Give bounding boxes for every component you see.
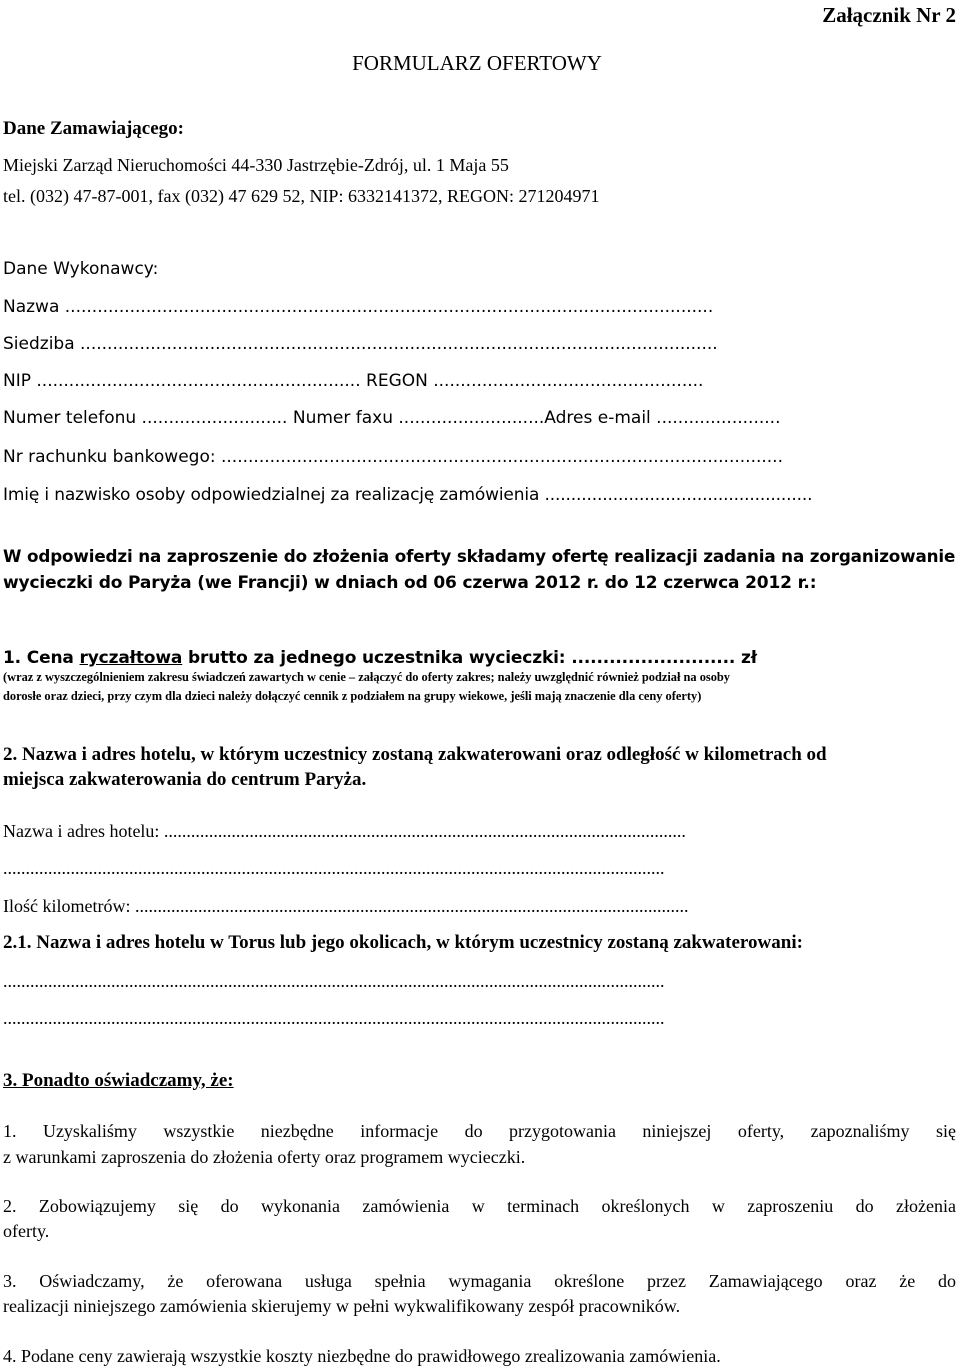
statement-2-line-2: oferty. (3, 1221, 50, 1241)
statement-3-line-1: 3. Oświadczamy, że oferowana usługa spełnia wymagania określone przez Zamawiającego oraz że do (3, 1271, 956, 1291)
section1-price-line (3, 647, 757, 669)
contractor-heading: Dane Wykonawcy: (3, 259, 159, 279)
client-address: Miejski Zarząd Nieruchomości 44-330 Jastrzębie-Zdrój, ul. 1 Maja 55 (3, 155, 509, 175)
contractor-seat-field[interactable]: Siedziba ...................................................................................................................... (3, 334, 718, 354)
hotel-field-continued[interactable]: ................................................................................................................................................... (3, 858, 665, 878)
statement-4-line-1: 4. Podane ceny zawierają wszystkie koszty niezbędne do prawidłowego zrealizowania zamówienia. (3, 1346, 721, 1366)
intro-line-2: wycieczki do Paryża (we Francji) w dniach od 06 czerwa 2012 r. do 12 czerwca 2012 r.: (3, 573, 817, 593)
client-contact: tel. (032) 47-87-001, fax (032) 47 629 52, NIP: 6332141372, REGON: 271204971 (3, 186, 600, 206)
contractor-name-field[interactable]: Nazwa ........................................................................................................................ (3, 297, 714, 317)
torus-hotel-field-1[interactable]: ................................................................................................................................................... (3, 971, 665, 991)
form-title: FORMULARZ OFERTOWY (352, 51, 602, 75)
section1-underlined: ryczałtowa (79, 648, 183, 668)
section1-suffix[interactable]: brutto za jednego uczestnika wycieczki: .......................... zł (182, 648, 757, 668)
section1-note-line-2: dorosłe oraz dzieci, przy czym dla dzieci należy dołączyć cennik z podziałem na grupy wiekowe, jeśli mają znaczenie dla ceny oferty) (3, 689, 702, 703)
contractor-bank-field[interactable]: Nr rachunku bankowego: ........................................................................................................ (3, 447, 783, 467)
attachment-label: Załącznik Nr 2 (822, 3, 956, 27)
contractor-nip-regon-field[interactable]: NIP ............................................................ REGON .................................................. (3, 371, 704, 391)
statement-1-line-2: z warunkami zaproszenia do złożenia oferty oraz programem wycieczki. (3, 1147, 526, 1167)
torus-hotel-field-2[interactable]: ................................................................................................................................................... (3, 1008, 665, 1028)
statement-2-line-1: 2. Zobowiązujemy się do wykonania zamówienia w terminach określonych w zaproszeniu do złożenia (3, 1196, 956, 1216)
section2-1-heading: 2.1. Nazwa i adres hotelu w Torus lub jego okolicach, w którym uczestnicy zostaną zakwaterowani: (3, 932, 803, 953)
section2-heading-line-1: 2. Nazwa i adres hotelu, w którym uczestnicy zostaną zakwaterowani oraz odległość w kilometrach od (3, 744, 827, 765)
kilometers-field[interactable]: Ilość kilometrów: ........................................................................................................................... (3, 896, 689, 916)
contractor-responsible-field[interactable]: Imię i nazwisko osoby odpowiedzialnej za realizację zamówienia ................................................... (3, 485, 813, 505)
intro-line-1: W odpowiedzi na zaproszenie do złożenia oferty składamy ofertę realizacji zadania na zorganizowanie (3, 546, 956, 566)
section1-note-line-1: (wraz z wyszczególnieniem zakresu świadczeń zawartych w cenie – załączyć do oferty zakres; należy uwzględnić również podział na osoby (3, 670, 731, 684)
section3-heading: 3. Ponadto oświadczamy, że: (3, 1070, 234, 1091)
statement-3-line-2: realizacji niniejszego zamówienia skierujemy w pełni wykwalifikowany zespół pracowników. (3, 1296, 681, 1316)
contractor-phone-fax-email-field[interactable]: Numer telefonu ........................... Numer faxu ...........................Adres e-mail ....................... (3, 408, 781, 428)
hotel-field[interactable]: Nazwa i adres hotelu: .................................................................................................................... (3, 821, 686, 841)
statement-1-line-1: 1. Uzyskaliśmy wszystkie niezbędne informacje do przygotowania niniejszej oferty, zapoznaliśmy się (3, 1121, 956, 1141)
section1-prefix: 1. Cena (3, 648, 80, 668)
client-heading: Dane Zamawiającego: (3, 118, 184, 139)
section2-heading-line-2: miejsca zakwaterowania do centrum Paryża. (3, 769, 367, 790)
